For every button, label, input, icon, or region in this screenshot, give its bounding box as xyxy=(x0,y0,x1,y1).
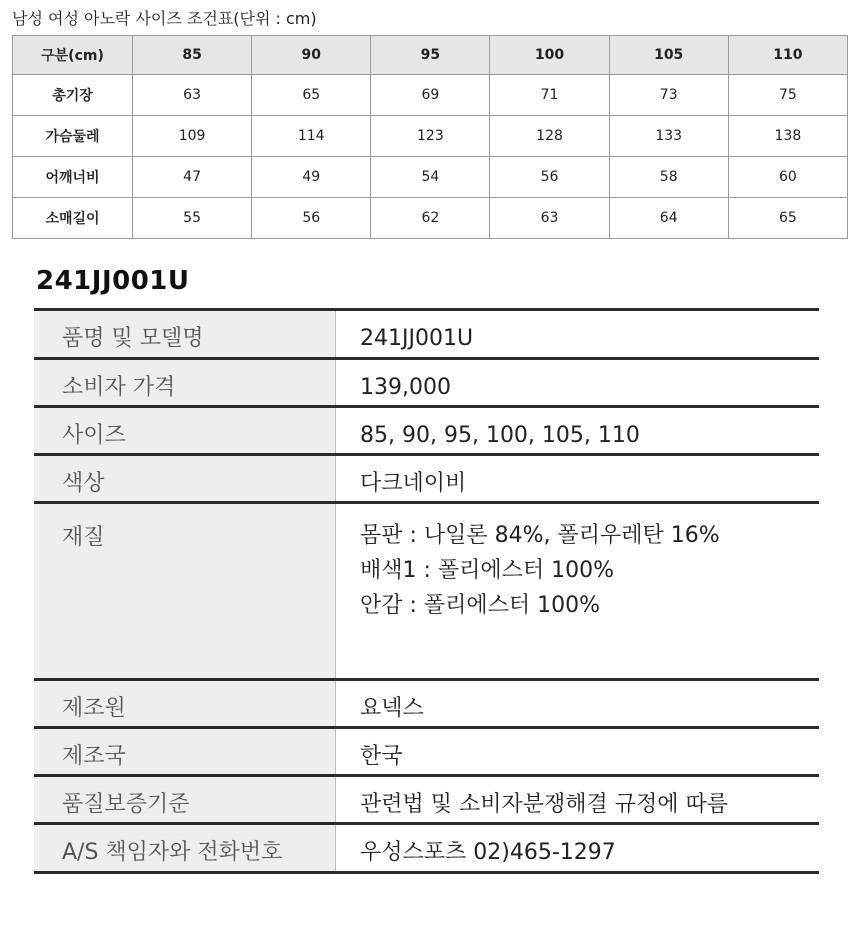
size-chart-table xyxy=(12,35,848,239)
size-chart-title: 남성 여성 아노락 사이즈 조건표(단위 : cm) xyxy=(12,9,317,28)
header-cell: 구분(cm) xyxy=(13,36,133,75)
header-cell: 100 xyxy=(490,36,609,75)
info-row xyxy=(34,678,819,726)
info-value-line: 몸판 : 나일론 84%, 폴리우레탄 16% xyxy=(360,523,720,548)
info-value-line: 241JJ001U xyxy=(360,326,474,351)
info-value xyxy=(336,825,819,871)
size-cell: 58 xyxy=(609,157,728,198)
size-cell: 69 xyxy=(371,75,490,116)
info-value-line: 배색1 : 폴리에스터 100% xyxy=(360,558,615,583)
info-row xyxy=(34,405,819,453)
info-label: 소비자 가격 xyxy=(34,360,336,405)
product-info-table xyxy=(34,308,819,874)
header-cell: 85 xyxy=(133,36,252,75)
size-cell: 114 xyxy=(252,116,371,157)
info-label: 사이즈 xyxy=(34,408,336,453)
size-cell: 133 xyxy=(609,116,728,157)
info-value xyxy=(336,360,819,405)
info-value xyxy=(336,729,819,774)
size-cell: 56 xyxy=(490,157,609,198)
size-cell: 138 xyxy=(728,116,847,157)
info-label: 재질 xyxy=(34,504,336,678)
info-value xyxy=(336,504,819,678)
row-label: 어깨너비 xyxy=(13,157,133,198)
info-value-line: 85, 90, 95, 100, 105, 110 xyxy=(360,423,640,448)
header-cell: 105 xyxy=(609,36,728,75)
info-value-line: 요넥스 xyxy=(360,696,424,721)
size-chart-row xyxy=(13,116,848,157)
info-row xyxy=(34,308,819,357)
size-chart-row xyxy=(13,198,848,239)
info-value xyxy=(336,681,819,726)
size-chart-row xyxy=(13,75,848,116)
info-label: 품명 및 모델명 xyxy=(34,311,336,357)
size-cell: 109 xyxy=(133,116,252,157)
info-row xyxy=(34,774,819,822)
size-chart-row xyxy=(13,157,848,198)
size-cell: 54 xyxy=(371,157,490,198)
info-value-line: 한국 xyxy=(360,744,403,769)
info-label: 제조원 xyxy=(34,681,336,726)
info-value-line: 139,000 xyxy=(360,375,451,400)
info-row xyxy=(34,453,819,501)
header-cell: 95 xyxy=(371,36,490,75)
info-value xyxy=(336,311,819,357)
size-cell: 73 xyxy=(609,75,728,116)
header-cell: 110 xyxy=(728,36,847,75)
info-value-line: 관련법 및 소비자분쟁해결 규정에 따름 xyxy=(360,792,729,817)
row-label: 가슴둘레 xyxy=(13,116,133,157)
info-label: A/S 책임자와 전화번호 xyxy=(34,825,336,871)
info-row xyxy=(34,726,819,774)
info-value xyxy=(336,456,819,501)
model-title: 241JJ001U xyxy=(36,266,190,296)
size-cell: 62 xyxy=(371,198,490,239)
info-value-line: 우성스포츠 02)465-1297 xyxy=(360,840,616,865)
size-cell: 55 xyxy=(133,198,252,239)
row-label: 총기장 xyxy=(13,75,133,116)
info-row xyxy=(34,357,819,405)
info-row xyxy=(34,501,819,678)
info-row xyxy=(34,822,819,874)
info-value xyxy=(336,408,819,453)
info-label: 제조국 xyxy=(34,729,336,774)
info-value-line: 다크네이비 xyxy=(360,471,467,496)
size-cell: 60 xyxy=(728,157,847,198)
size-cell: 47 xyxy=(133,157,252,198)
info-label: 품질보증기준 xyxy=(34,777,336,822)
size-cell: 63 xyxy=(490,198,609,239)
size-cell: 63 xyxy=(133,75,252,116)
header-cell: 90 xyxy=(252,36,371,75)
size-cell: 56 xyxy=(252,198,371,239)
info-label: 색상 xyxy=(34,456,336,501)
row-label: 소매길이 xyxy=(13,198,133,239)
size-cell: 65 xyxy=(728,198,847,239)
size-chart-header-row xyxy=(13,36,848,75)
size-cell: 64 xyxy=(609,198,728,239)
size-cell: 75 xyxy=(728,75,847,116)
size-cell: 65 xyxy=(252,75,371,116)
size-cell: 128 xyxy=(490,116,609,157)
info-value xyxy=(336,777,819,822)
size-cell: 49 xyxy=(252,157,371,198)
info-value-line: 안감 : 폴리에스터 100% xyxy=(360,593,601,618)
size-cell: 123 xyxy=(371,116,490,157)
size-cell: 71 xyxy=(490,75,609,116)
